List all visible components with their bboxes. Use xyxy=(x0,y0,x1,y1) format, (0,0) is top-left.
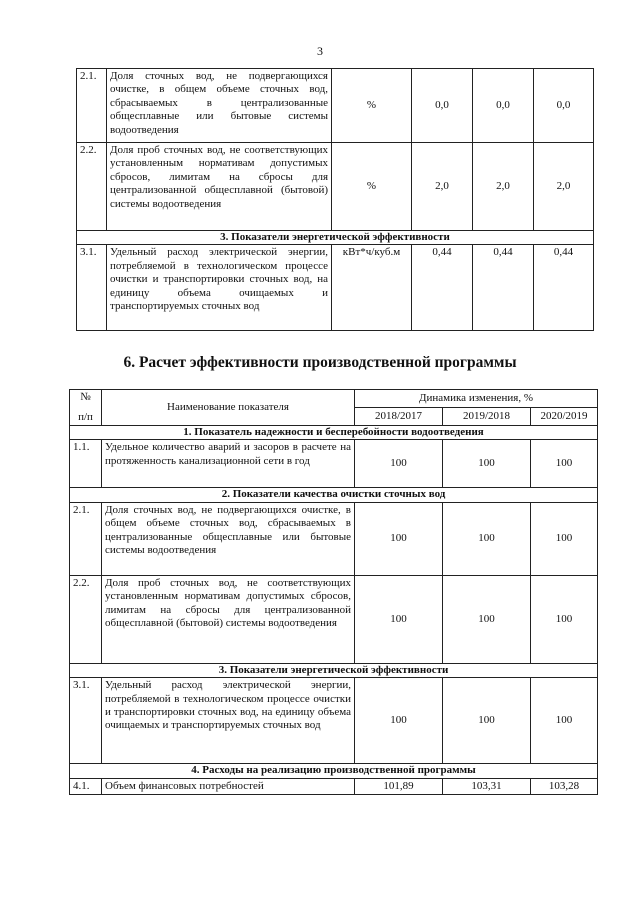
section-row xyxy=(70,764,598,778)
table-row xyxy=(70,678,598,764)
value-cell: 0,0 xyxy=(473,69,534,143)
indicator-name: Удельный расход электрической энергии, потребляемой в технологическом процессе очистки и транспортировки сточных вод, на единицу объема очищаемых и транспортируемых сточных вод xyxy=(107,245,332,331)
value-cell: 100 xyxy=(531,440,598,488)
value-cell: 2,0 xyxy=(473,143,534,231)
value-cell: 103,28 xyxy=(531,778,598,794)
section-title: 3. Показатели энергетической эффективности xyxy=(70,663,598,677)
unit-cell: % xyxy=(332,143,412,231)
row-index: 3.1. xyxy=(77,245,107,331)
value-cell: 100 xyxy=(443,502,531,575)
value-cell: 103,31 xyxy=(443,778,531,794)
value-cell: 100 xyxy=(355,502,443,575)
indicators-table-continued xyxy=(76,68,594,331)
row-index: 4.1. xyxy=(70,778,102,794)
table-row xyxy=(77,69,594,143)
efficiency-table xyxy=(69,389,598,795)
row-index: 2.1. xyxy=(77,69,107,143)
indicator-name: Доля проб сточных вод, не соответствующих установленным нормативам допустимых сбросов, лимитам на сбросы для централизованной общесплавной (бытовой) системы водоотведения xyxy=(102,575,355,663)
header-row xyxy=(70,390,598,408)
value-cell: 0,44 xyxy=(412,245,473,331)
value-cell: 100 xyxy=(531,575,598,663)
section-title: 1. Показатель надежности и бесперебойности водоотведения xyxy=(70,426,598,440)
section-heading: 6. Расчет эффективности производственной программы xyxy=(123,354,517,371)
indicator-name: Доля проб сточных вод, не соответствующих установленным нормативам допустимых сбросов, лимитам на сбросы для централизованной общесплавной (бытовой) системы водоотведения xyxy=(107,143,332,231)
table-row xyxy=(70,778,598,794)
row-index: 3.1. xyxy=(70,678,102,764)
value-cell: 100 xyxy=(355,575,443,663)
table-row xyxy=(77,143,594,231)
value-cell: 101,89 xyxy=(355,778,443,794)
row-index: 2.2. xyxy=(77,143,107,231)
section-row xyxy=(77,231,594,245)
value-cell: 2,0 xyxy=(534,143,594,231)
indicator-name: Удельный расход электрической энергии, потребляемой в технологическом процессе очистки и транспортировки сточных вод, на единицу объема очищаемых и транспортируемых сточных вод xyxy=(102,678,355,764)
indicator-name: Удельное количество аварий и засоров в расчете на протяженность канализационной сети в год xyxy=(102,440,355,488)
dynamics-header: Динамика изменения, % xyxy=(355,390,598,408)
period-header: 2020/2019 xyxy=(531,408,598,426)
section-row xyxy=(70,488,598,502)
table-row xyxy=(70,502,598,575)
period-header: 2019/2018 xyxy=(443,408,531,426)
number-header-bottom: п/п xyxy=(78,410,93,423)
number-header-top: № xyxy=(80,391,91,404)
table-row xyxy=(70,575,598,663)
value-cell: 100 xyxy=(443,678,531,764)
name-header: Наименование показателя xyxy=(102,390,355,426)
table-row xyxy=(77,245,594,331)
table-row xyxy=(70,440,598,488)
indicator-name: Доля сточных вод, не подвергающихся очистке, в общем объеме сточных вод, сбрасываемых в централизованные общесплавные или бытовые системы водоотведения xyxy=(107,69,332,143)
row-index: 2.2. xyxy=(70,575,102,663)
unit-cell: % xyxy=(332,69,412,143)
value-cell: 100 xyxy=(531,502,598,575)
number-header xyxy=(70,390,102,426)
value-cell: 0,0 xyxy=(412,69,473,143)
value-cell: 100 xyxy=(531,678,598,764)
section-title: 3. Показатели энергетической эффективности xyxy=(77,231,594,245)
value-cell: 100 xyxy=(355,440,443,488)
row-index: 2.1. xyxy=(70,502,102,575)
page-number: 3 xyxy=(317,44,323,58)
value-cell: 100 xyxy=(443,575,531,663)
section-title: 4. Расходы на реализацию производственной программы xyxy=(70,764,598,778)
section-row xyxy=(70,663,598,677)
value-cell: 0,44 xyxy=(473,245,534,331)
value-cell: 100 xyxy=(443,440,531,488)
section-title: 2. Показатели качества очистки сточных вод xyxy=(70,488,598,502)
value-cell: 0,0 xyxy=(534,69,594,143)
row-index: 1.1. xyxy=(70,440,102,488)
indicator-name: Доля сточных вод, не подвергающихся очистке, в общем объеме сточных вод, сбрасываемых в централизованные общесплавные или бытовые системы водоотведения xyxy=(102,502,355,575)
value-cell: 2,0 xyxy=(412,143,473,231)
value-cell: 100 xyxy=(355,678,443,764)
unit-cell: кВт*ч/куб.м xyxy=(332,245,412,331)
period-header: 2018/2017 xyxy=(355,408,443,426)
section-row xyxy=(70,426,598,440)
value-cell: 0,44 xyxy=(534,245,594,331)
indicator-name: Объем финансовых потребностей xyxy=(102,778,355,794)
